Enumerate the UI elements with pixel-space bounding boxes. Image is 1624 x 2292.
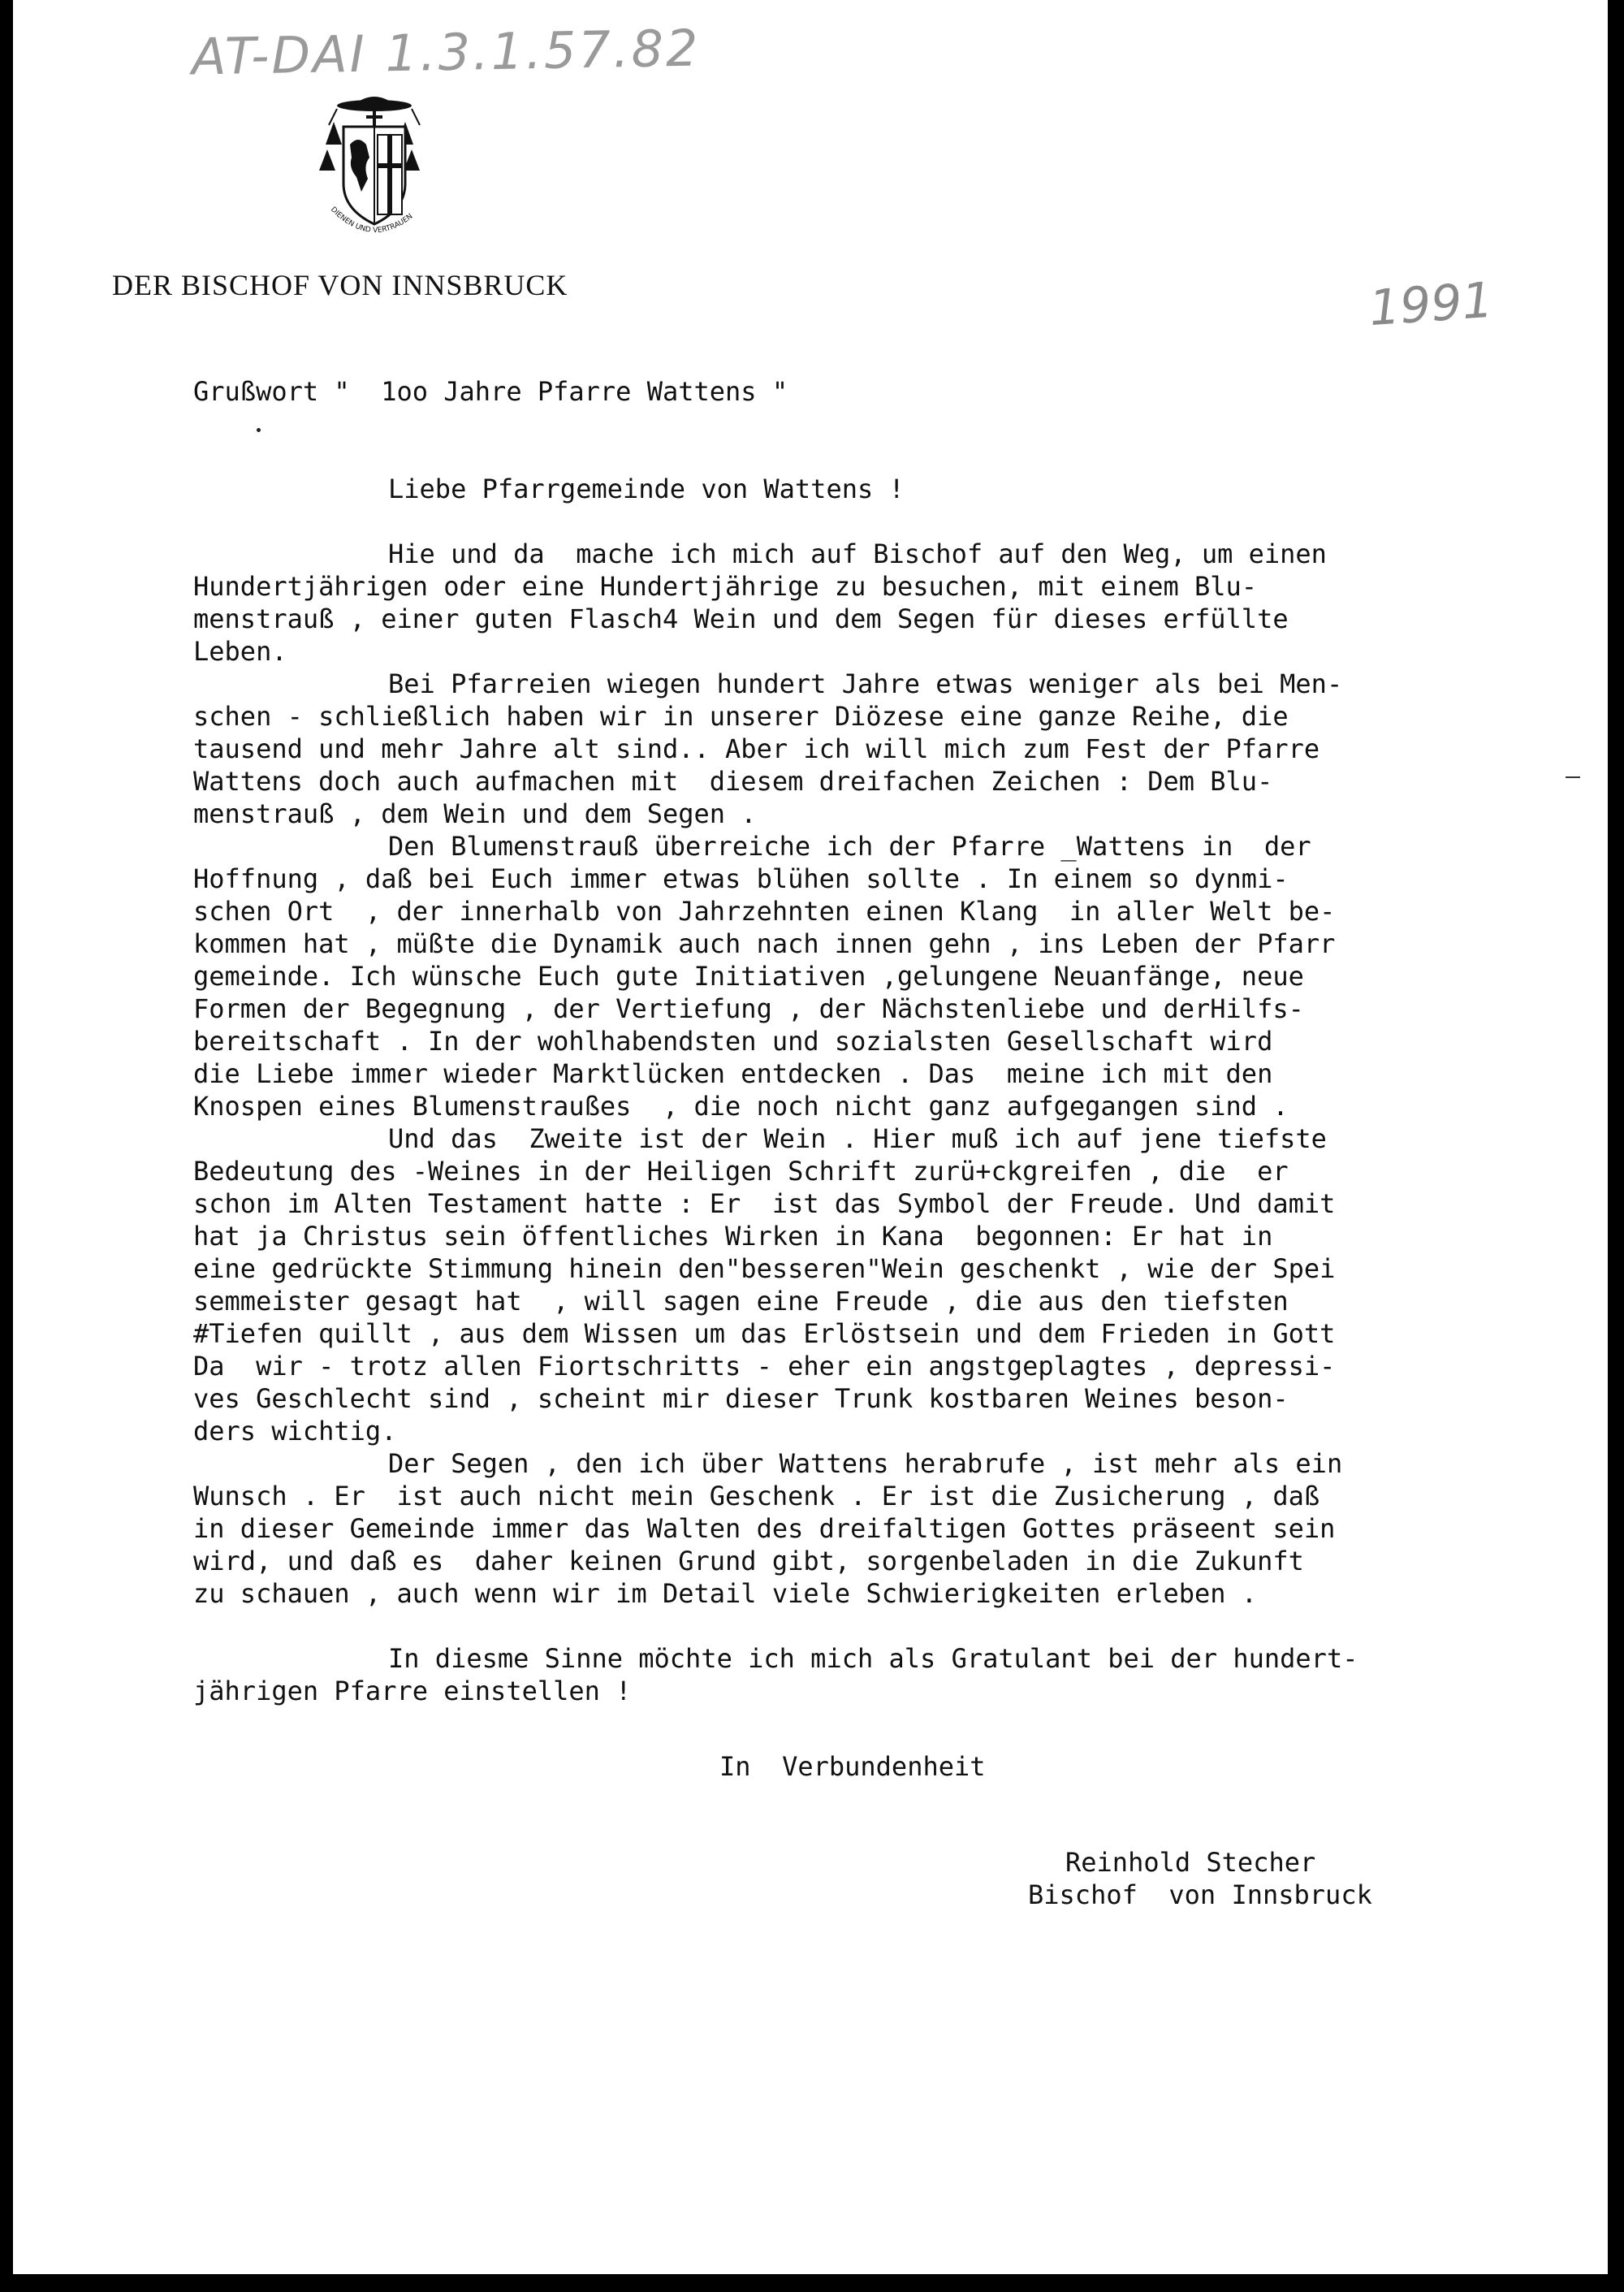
body-line: Bedeutung des -Weines in der Heiligen Schrift zurü+ckgreifen , die er (193, 1156, 1289, 1187)
body-line: Den Blumenstrauß überreiche ich der Pfarre _Wattens in der (388, 831, 1311, 862)
body-line: die Liebe immer wieder Marktlücken entdecken . Das meine ich mit den (193, 1058, 1273, 1089)
body-line: wird, und daß es daher keinen Grund gibt, sorgenbeladen in die Zukunft (193, 1546, 1304, 1576)
body-line: schen - schließlich haben wir in unserer Diözese eine ganze Reihe, die (193, 701, 1289, 732)
body-line: zu schauen , auch wenn wir im Detail viele Schwierigkeiten erleben . (193, 1578, 1258, 1609)
body-line: Da wir - trotz allen Fiortschritts - eher ein angstgeplagtes , depressi- (193, 1351, 1336, 1382)
sender-heading: DER BISCHOF VON INNSBRUCK (112, 269, 568, 301)
stray-dash (1566, 776, 1580, 778)
body-line: semmeister gesagt hat , will sagen eine Freude , die aus den tiefsten (193, 1286, 1289, 1317)
signature-name: Reinhold Stecher (1065, 1847, 1316, 1878)
closing-line: jährigen Pfarre einstellen ! (193, 1676, 632, 1706)
signature-title: Bischof von Innsbruck (1028, 1879, 1372, 1910)
bishop-coat-of-arms-icon (293, 88, 456, 250)
salutation: Liebe Pfarrgemeinde von Wattens ! (388, 474, 905, 504)
archive-reference: AT-DAI 1.3.1.57.82 (191, 18, 702, 87)
body-line: Wattens doch auch aufmachen mit diesem dreifachen Zeichen : Dem Blu- (193, 766, 1273, 797)
closing-line: In diesme Sinne möchte ich mich als Gratulant bei der hundert- (388, 1643, 1358, 1674)
body-line: Formen der Begegnung , der Vertiefung , der Nächstenliebe und derHilfs- (193, 993, 1304, 1024)
handwritten-year: 1991 (1367, 271, 1495, 338)
body-line: schen Ort , der innerhalb von Jahrzehnten einen Klang in aller Welt be- (193, 896, 1336, 927)
body-line: menstrauß , dem Wein und dem Segen . (193, 798, 757, 829)
valediction: In Verbundenheit (719, 1751, 986, 1782)
body-line: menstrauß , einer guten Flasch4 Wein und dem Segen für dieses erfüllte (193, 603, 1289, 634)
body-line: gemeinde. Ich wünsche Euch gute Initiativen ,gelungene Neuanfänge, neue (193, 961, 1304, 992)
body-line: Bei Pfarreien wiegen hundert Jahre etwas weniger als bei Men- (388, 668, 1343, 699)
body-line: Leben. (193, 636, 287, 667)
body-line: ders wichtig. (193, 1416, 397, 1447)
body-line: schon im Alten Testament hatte : Er ist das Symbol der Freude. Und damit (193, 1188, 1336, 1219)
body-line: tausend und mehr Jahre alt sind.. Aber ich will mich zum Fest der Pfarre (193, 733, 1320, 764)
body-line: Wunsch . Er ist auch nicht mein Geschenk . Er ist die Zusicherung , daß (193, 1481, 1320, 1511)
letter-title: Grußwort " 1oo Jahre Pfarre Wattens " (193, 376, 788, 407)
body-line: Knospen eines Blumenstraußes , die noch nicht ganz aufgegangen sind . (193, 1091, 1289, 1122)
body-line: in dieser Gemeinde immer das Walten des dreifaltigen Gottes präseent sein (193, 1513, 1336, 1544)
body-line: hat ja Christus sein öffentliches Wirken in Kana begonnen: Er hat in (193, 1221, 1273, 1252)
letter-page (13, 0, 1608, 2274)
body-line: Hie und da mache ich mich auf Bischof auf den Weg, um einen (388, 538, 1327, 569)
body-line: kommen hat , müßte die Dynamik auch nach innen gehn , ins Leben der Pfarr (193, 928, 1336, 959)
body-line: Hundertjährigen oder eine Hundertjährige zu besuchen, mit einem Blu- (193, 571, 1258, 602)
crest-motto: DIENEN UND VERTRAUEN (328, 205, 415, 236)
stray-mark (257, 428, 261, 432)
body-line: ves Geschlecht sind , scheint mir dieser Trunk kostbaren Weines beson- (193, 1383, 1289, 1414)
body-line: eine gedrückte Stimmung hinein den"besseren"Wein geschenkt , wie der Spei (193, 1253, 1336, 1284)
body-line: Hoffnung , daß bei Euch immer etwas blühen sollte . In einem so dynmi- (193, 863, 1289, 894)
body-line: bereitschaft . In der wohlhabendsten und sozialsten Gesellschaft wird (193, 1026, 1273, 1057)
body-line: #Tiefen quillt , aus dem Wissen um das Erlöstsein und dem Frieden in Gott (193, 1318, 1336, 1349)
body-line: Und das Zweite ist der Wein . Hier muß ich auf jene tiefste (388, 1123, 1327, 1154)
body-line: Der Segen , den ich über Wattens herabrufe , ist mehr als ein (388, 1448, 1343, 1479)
